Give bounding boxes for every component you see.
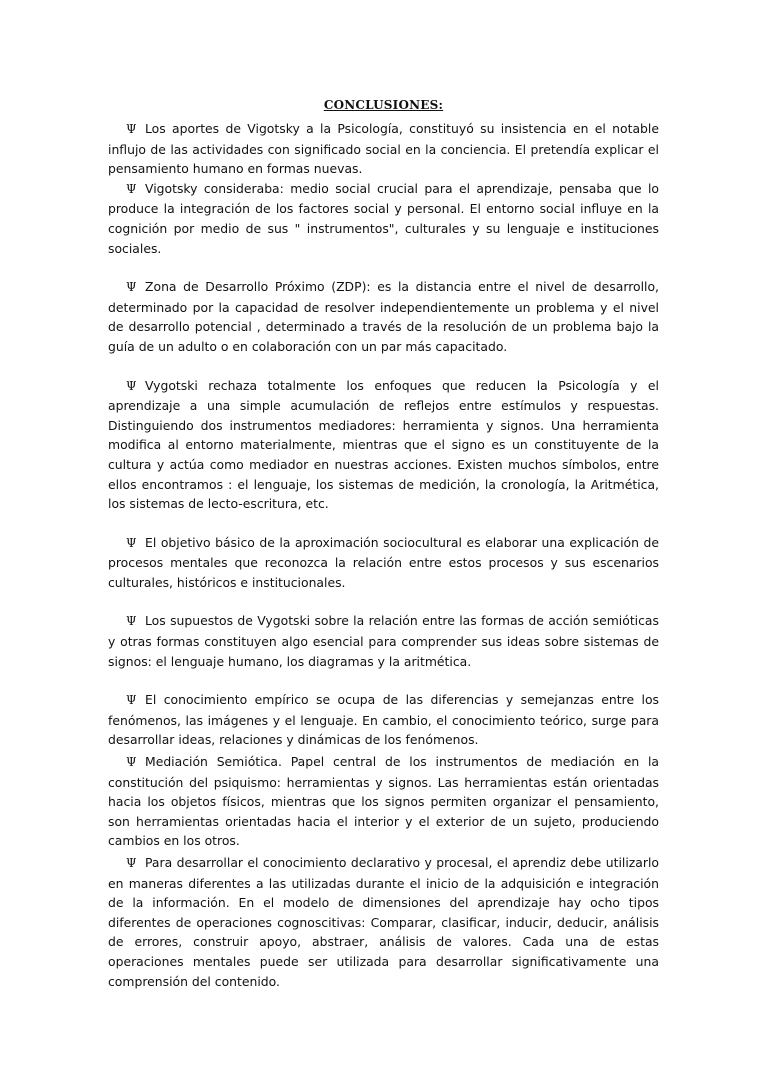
paragraph-text: Para desarrollar el conocimiento declarativo y procesal, el aprendiz debe utilizarlo en maneras diferentes a las utilizadas durante el inicio de la adquisición e integración de la información. En el modelo de dimensiones del aprendizaje hay ocho tipos diferentes de operaciones cognoscitivas: Comparar, clasificar, inducir, deducir, análisis de errores, construir apoyo, abstraer, análisis de valores. Cada una de estas operaciones mentales puede ser utilizada para desarrollar significativamente una comprensión del contenido. [108,855,659,989]
psi-bullet-icon: Ψ [126,280,137,295]
psi-bullet-icon: Ψ [126,693,137,708]
psi-bullet-icon: Ψ [126,535,137,550]
paragraph-9 [108,853,659,991]
paragraph-text: Los supuestos de Vygotski sobre la relación entre las formas de acción semióticas y otras formas constituyen algo esencial para comprender sus ideas sobre sistemas de signos: el lenguaje humano, los diagramas y la aritmética. [108,613,659,669]
paragraph-text: El conocimiento empírico se ocupa de las diferencias y semejanzas entre los fenómenos, las imágenes y el lenguaje. En cambio, el conocimiento teórico, surge para desarrollar ideas, relaciones y dinámicas de los fenómenos. [108,692,659,748]
psi-bullet-icon: Ψ [126,378,137,393]
paragraph-1 [108,119,659,179]
psi-bullet-icon: Ψ [126,755,137,770]
paragraph-text: Zona de Desarrollo Próximo (ZDP): es la distancia entre el nivel de desarrollo, determinado por la capacidad de resolver independientemente un problema y el nivel de desarrollo potencial , determinado a través de la resolución de un problema bajo la guía de un adulto o en colaboración con un par más capacitado. [108,279,659,354]
paragraph-text: Vygotski rechaza totalmente los enfoques que reducen la Psicología y el aprendizaje a una simple acumulación de reflejos entre estímulos y respuestas. Distinguiendo dos instrumentos mediadores: herramienta y signos. Una herramienta modifica al entorno materialmente, mientras que el signo es un constituyente de la cultura y actúa como mediador en nuestras acciones. Existen muchos símbolos, entre ellos encontramos : el lenguaje, los sistemas de medición, la cronología, la Aritmética, los sistemas de lecto-escritura, etc. [108,377,659,512]
paragraph-2 [108,179,659,258]
paragraph-text: El objetivo básico de la aproximación sociocultural es elaborar una explicación de procesos mentales que reconozca la relación entre estos procesos y sus escenarios culturales, históricos e institucionales. [108,534,659,590]
paragraph-8 [108,752,659,851]
psi-bullet-icon: Ψ [126,614,137,629]
psi-bullet-icon: Ψ [126,122,137,136]
paragraph-6 [108,611,659,671]
paragraph-7 [108,690,659,750]
paragraph-4 [108,376,659,514]
paragraph-text: Los aportes de Vigotsky a la Psicología, constituyó su insistencia en el notable influjo de las actividades con significado social en la conciencia. El pretendía explicar el pensamiento humano en formas nuevas. [108,121,659,177]
paragraph-3 [108,277,659,356]
document-page [108,98,659,991]
psi-bullet-icon: Ψ [126,181,137,196]
document-title: CONCLUSIONES: [323,98,444,112]
paragraph-text: Vigotsky consideraba: medio social crucial para el aprendizaje, pensaba que lo produce la integración de los factores social y personal. El entorno social influye en la cognición por medio de sus " instrumentos", culturales y su lenguaje e instituciones sociales. [108,180,659,256]
paragraph-5 [108,533,659,593]
paragraph-text: Mediación Semiótica. Papel central de los instrumentos de mediación en la constitución del psiquismo: herramientas y signos. Las herramientas están orientadas hacia los objetos físicos, mientras que los signos permiten organizar el pensamiento, son herramientas orientadas hacia el interior y el exterior de un sujeto, produciendo cambios en los otros. [108,754,659,849]
psi-bullet-icon: Ψ [126,856,137,870]
